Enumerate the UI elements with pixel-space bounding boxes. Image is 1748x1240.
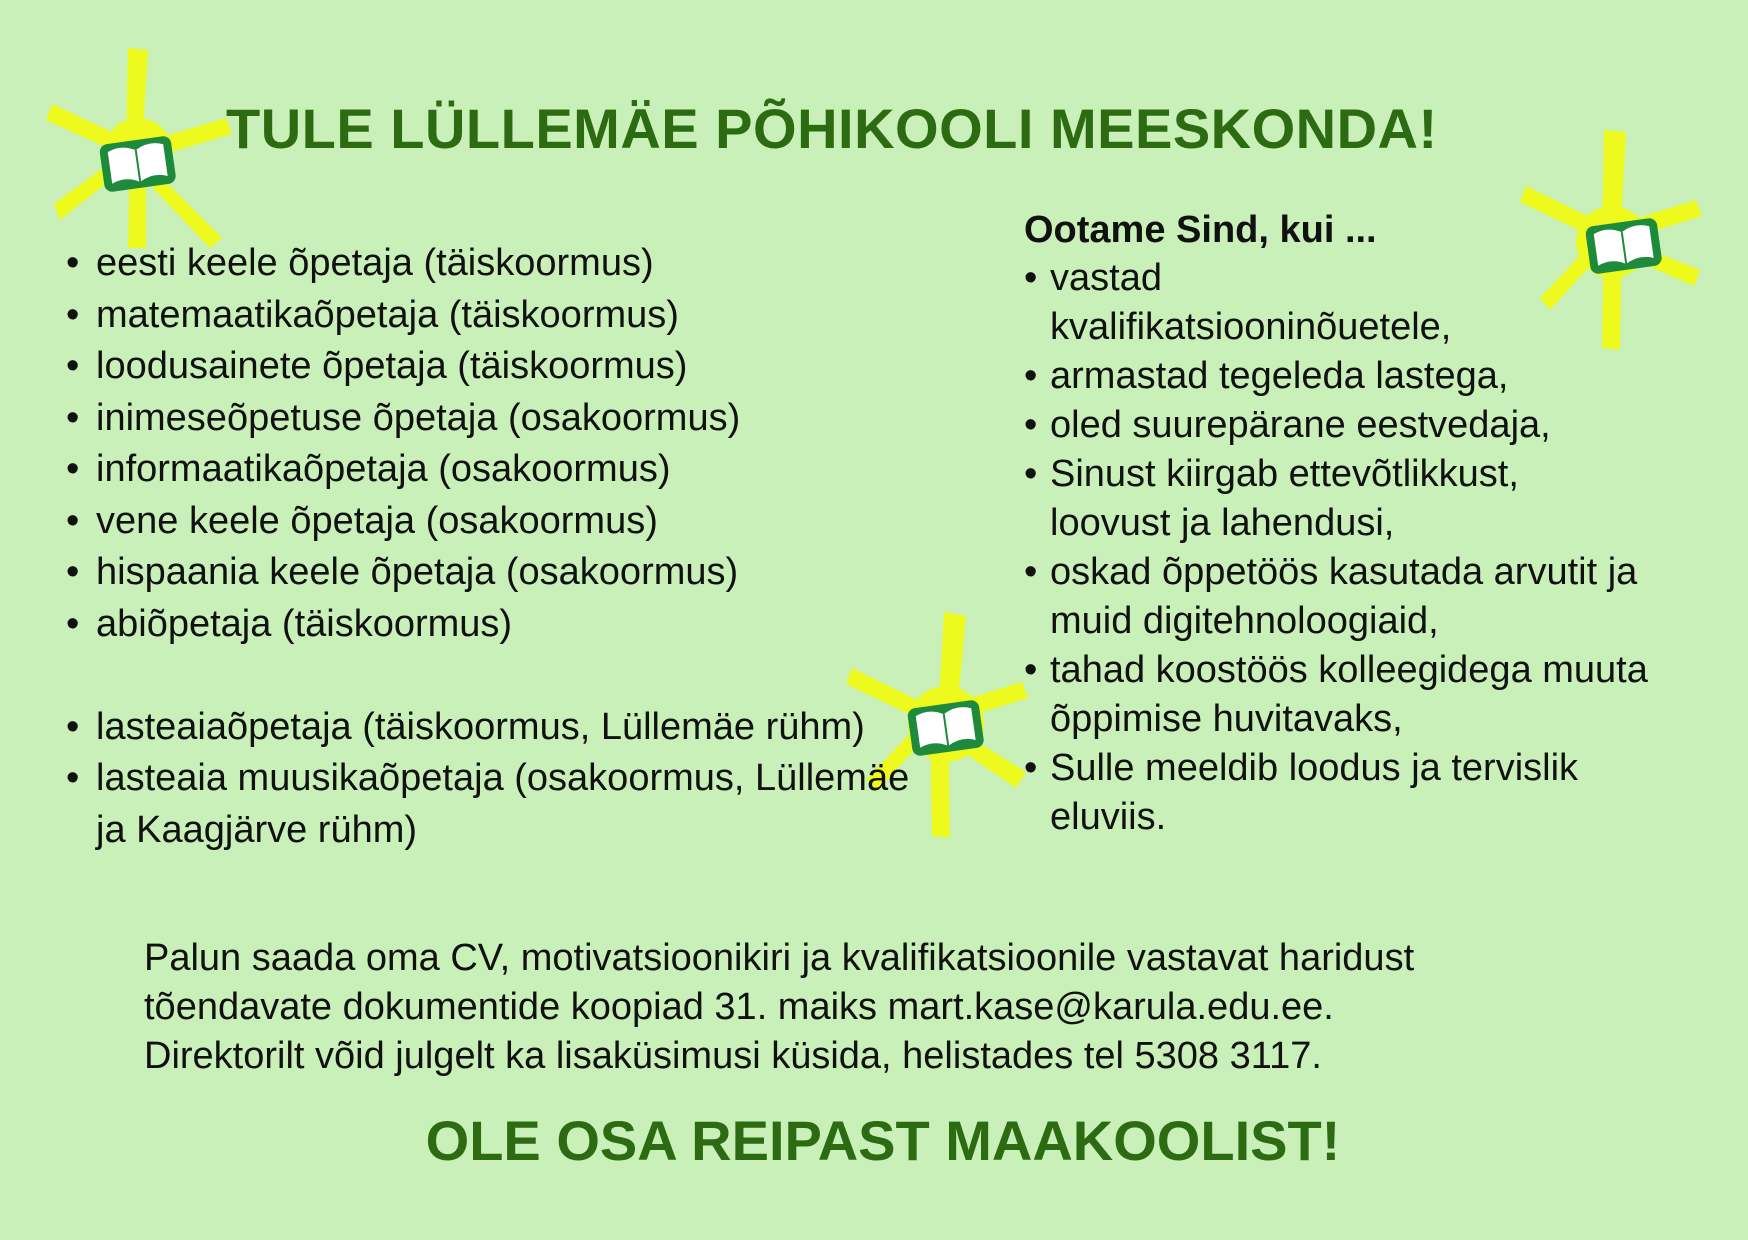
contact-line: Palun saada oma CV, motivatsioonikiri ja kvalifikatsioonile vastavat haridust xyxy=(144,937,1415,979)
list-item: • vastad kvalifikatsiooninõuetele, xyxy=(1024,254,1530,352)
list-item: • abiõpetaja (täiskoormus) xyxy=(66,599,926,651)
poster-title: TULE LÜLLEMÄE PÕHIKOOLI MEESKONDA! xyxy=(226,97,1438,160)
list-item: • lasteaiaõpetaja (täiskoormus, Lüllemäe rühm) xyxy=(66,702,936,754)
list-spacer xyxy=(66,650,926,702)
list-item: • armastad tegeleda lastega, xyxy=(1024,352,1724,401)
list-item: • hispaania keele õpetaja (osakoormus) xyxy=(66,547,926,599)
list-item: • lasteaia muusikaõpetaja (osakoormus, Lüllemäe ja Kaagjärve rühm) xyxy=(66,753,916,856)
list-item: • inimeseõpetuse õpetaja (osakoormus) xyxy=(66,393,926,445)
list-item: • tahad koostöös kolleegidega muuta õppimise huvitavaks, xyxy=(1024,646,1650,744)
contact-line: Direktorilt võid julgelt ka lisaküsimusi küsida, helistades tel 5308 3117. xyxy=(144,1035,1322,1077)
list-item: • Sinust kiirgab ettevõtlikkust, loovust ja lahendusi, xyxy=(1024,450,1640,548)
list-item: • informaatikaõpetaja (osakoormus) xyxy=(66,444,926,496)
list-item: • loodusainete õpetaja (täiskoormus) xyxy=(66,341,926,393)
contact-info xyxy=(144,934,1704,1081)
positions-list xyxy=(66,238,926,856)
list-item: • oled suurepärane eestvedaja, xyxy=(1024,401,1724,450)
book-sun-icon xyxy=(46,48,232,248)
list-item: • eesti keele õpetaja (täiskoormus) xyxy=(66,238,926,290)
list-item: • vene keele õpetaja (osakoormus) xyxy=(66,496,926,548)
list-item: • Sulle meeldib loodus ja tervislik eluviis. xyxy=(1024,744,1590,842)
list-item: • matemaatikaõpetaja (täiskoormus) xyxy=(66,290,926,342)
requirements-heading: Ootame Sind, kui ... xyxy=(1024,209,1377,251)
contact-line: tõendavate dokumentide koopiad 31. maiks mart.kase@karula.edu.ee. xyxy=(144,986,1334,1028)
footer-slogan: OLE OSA REIPAST MAAKOOLIST! xyxy=(425,1109,1341,1172)
list-item: • oskad õppetöös kasutada arvutit ja muid digitehnoloogiaid, xyxy=(1024,548,1710,646)
requirements-box xyxy=(1024,206,1724,842)
